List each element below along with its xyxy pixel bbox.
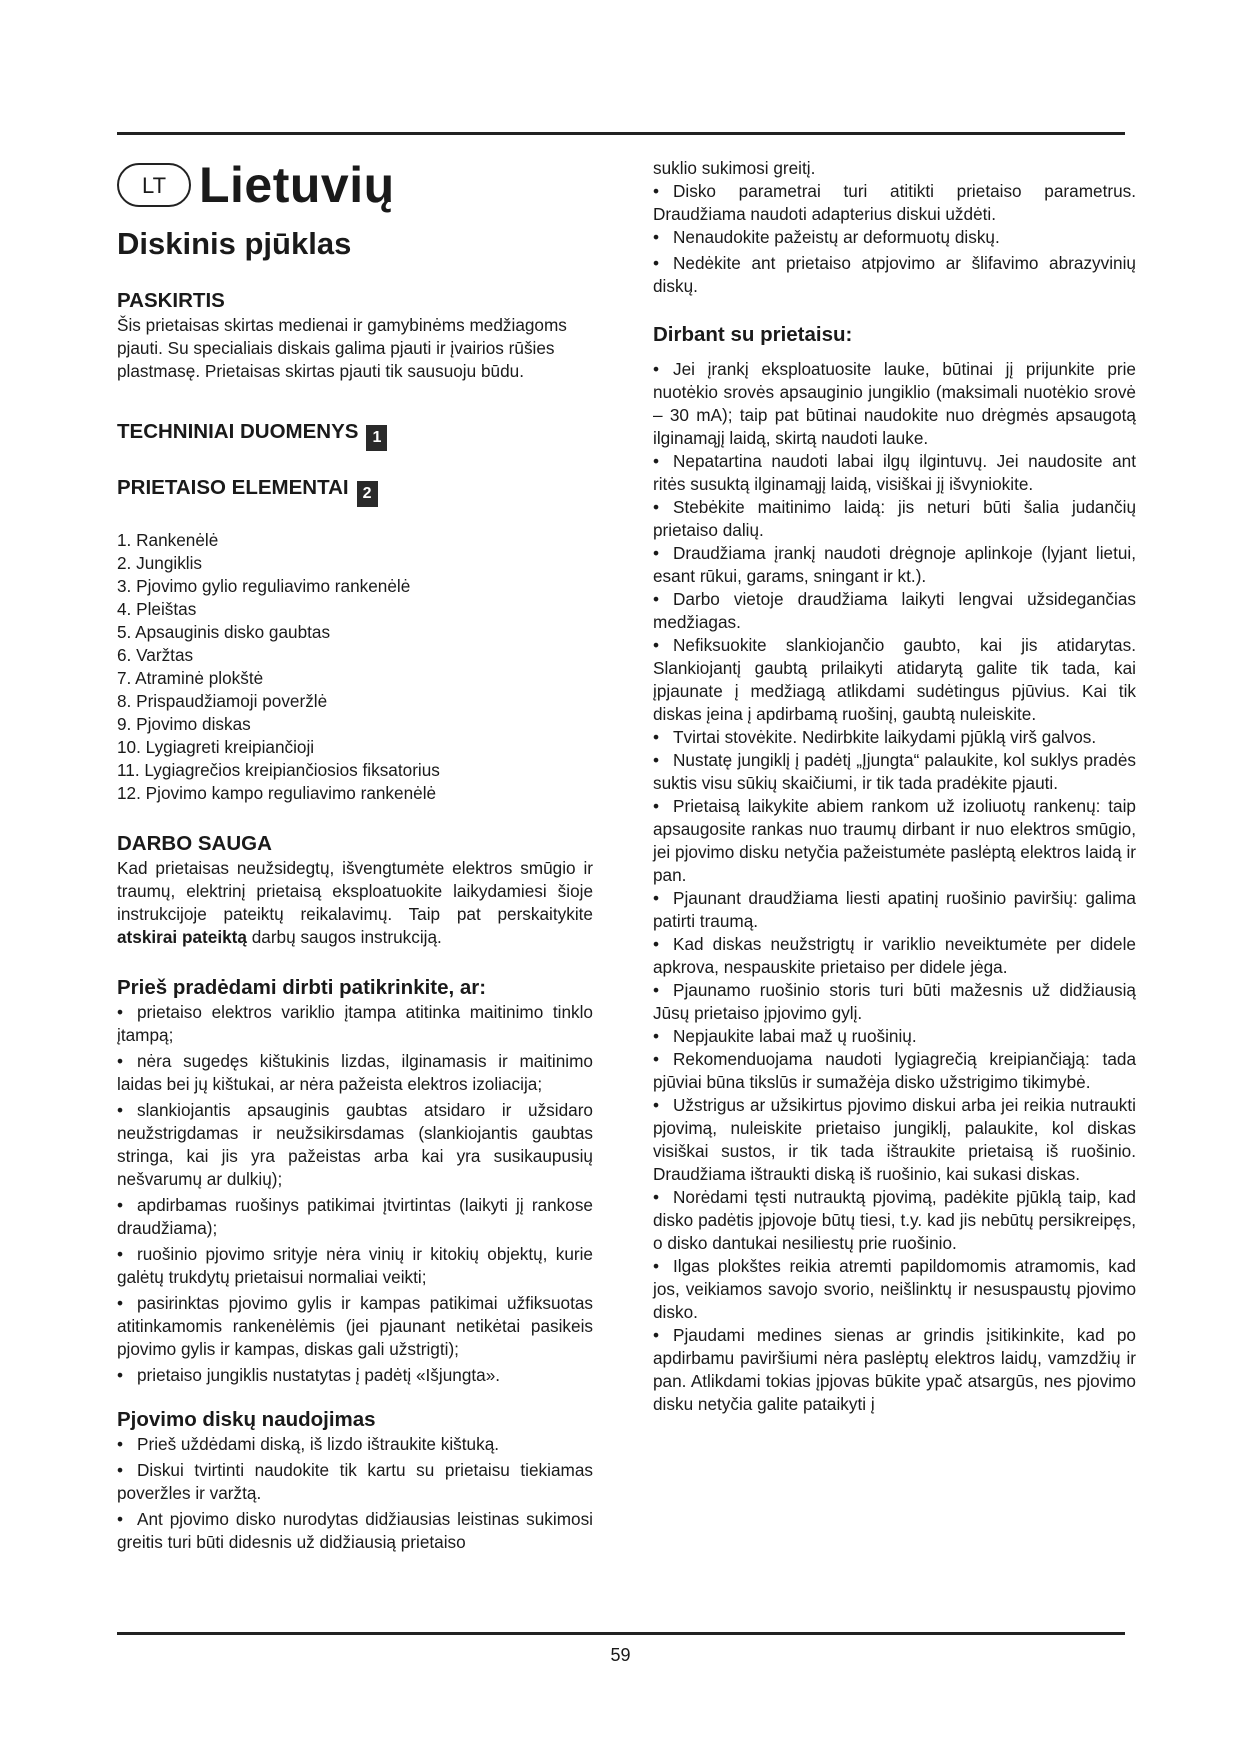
safety-text <box>117 857 593 949</box>
figure-ref-2: 2 <box>357 481 378 507</box>
bullet-item: • Disko parametrai turi atitikti prietaiso parametrus. Draudžiama naudoti adapterius diskui uždėti. <box>653 181 1136 224</box>
bullet-item: • Diskui tvirtinti naudokite tik kartu su prietaisu tiekiamas poveržles ir varžtą. <box>117 1460 593 1503</box>
bullet-text: Ilgas plokštes reikia atremti papildomomis atramomis, kad jos, veikiamos savojo svorio, neišlinktų ir nesuspaustų pjovimo disko. <box>653 1256 1136 1322</box>
bullet-item: • Norėdami tęsti nutrauktą pjovimą, padėkite pjūklą taip, kad disko padėtis įpjovoje būtų tiesi, t.y. kad jis nebūtų persikreipęs, o disko dantukai nesiliestų prie ruošinio. <box>653 1187 1136 1253</box>
bullet-text: Nepjaukite labai maž ų ruošinių. <box>673 1026 917 1046</box>
bullet-text: Nepatartina naudoti labai ilgų ilgintuvų. Jei naudosite ant ritės susuktą ilginamąjį laidą, visiškai jį išvyniokite. <box>653 451 1136 494</box>
bullet-text: Pjaunamo ruošinio storis turi būti mažesnis už didžiausią Jūsų prietaiso įpjovimo gylį. <box>653 980 1136 1023</box>
list-item: 3. Pjovimo gylio reguliavimo rankenėlė <box>117 576 411 596</box>
bullet-item: • Pjaunamo ruošinio storis turi būti mažesnis už didžiausią Jūsų prietaiso įpjovimo gylį. <box>653 980 1136 1023</box>
bullet-item: • prietaiso elektros variklio įtampa atitinka maitinimo tinklo įtampą; <box>117 1002 593 1045</box>
page-number: 59 <box>610 1645 631 1665</box>
bullet-text: apdirbamas ruošinys patikimai įtvirtintas (laikyti jį rankose draudžiama); <box>117 1195 593 1238</box>
bullet-text: Norėdami tęsti nutrauktą pjovimą, padėkite pjūklą taip, kad disko padėtis įpjovoje būtų tiesi, t.y. kad jis nebūtų persikreipęs, o disko dantukai nesiliestų prie ruošinio. <box>653 1187 1136 1253</box>
bullet-item: • Nefiksuokite slankiojančio gaubto, kai jis atidarytas. Slankiojantį gaubtą prilaikyti atidarytą galite tik tada, kai įpjaunate į medžiagą atlikdami sudėtingus pjūvius. Kai tik diskas įeina į apdirbamą ruošinį, gaubtą nuleiskite. <box>653 635 1136 724</box>
bullet-item: • Nepatartina naudoti labai ilgų ilgintuvų. Jei naudosite ant ritės susuktą ilginamąjį laidą, visiškai jį išvyniokite. <box>653 451 1136 494</box>
purpose-heading: PASKIRTIS <box>117 289 225 312</box>
bullet-item: • Rekomenduojama naudoti lygiagrečią kreipiančiąją: tada pjūviai būna tikslūs ir sumažėja disko užstrigimo tikimybė. <box>653 1049 1136 1092</box>
list-item: 5. Apsauginis disko gaubtas <box>117 622 331 642</box>
bullet-text: ruošinio pjovimo srityje nėra vinių ir kitokių objektų, kurie galėtų trukdytų prietaisui normaliai veikti; <box>117 1244 593 1287</box>
continued-text: suklio sukimosi greitį. <box>653 158 816 178</box>
bullet-text: nėra sugedęs kištukinis lizdas, ilginamasis ir maitinimo laidas bei jų kištukai, ar nėra pažeista elektros izoliacija; <box>117 1051 593 1094</box>
bullet-item: • Prieš uždėdami diską, iš lizdo ištraukite kištuką. <box>117 1434 500 1454</box>
bullet-text: Darbo vietoje draudžiama laikyti lengvai užsidegančias medžiagas. <box>653 589 1136 632</box>
discs-heading: Pjovimo diskų naudojimas <box>117 1408 376 1431</box>
elements-list <box>117 529 593 805</box>
language-title: Lietuvių <box>199 156 395 213</box>
bullet-item: • prietaiso jungiklis nustatytas į padėtį «Išjungta». <box>117 1365 501 1385</box>
bullet-text: Pjaunant draudžiama liesti apatinį ruošinio paviršių: galima patirti traumą. <box>653 888 1136 931</box>
elements-heading <box>117 475 593 507</box>
bullet-text: Nenaudokite pažeistų ar deformuotų diskų. <box>673 227 1000 247</box>
bottom-rule <box>117 1632 1125 1635</box>
check-heading: Prieš pradėdami dirbti patikrinkite, ar: <box>117 976 487 999</box>
bullet-item: • apdirbamas ruošinys patikimai įtvirtintas (laikyti jį rankose draudžiama); <box>117 1195 593 1238</box>
bullet-item: • Darbo vietoje draudžiama laikyti lengvai užsidegančias medžiagas. <box>653 589 1136 632</box>
bullet-item: • Pjaunant draudžiama liesti apatinį ruošinio paviršių: galima patirti traumą. <box>653 888 1136 931</box>
bullet-item: • Jei įrankį eksploatuosite lauke, būtinai jį prijunkite prie nuotėkio srovės apsauginio jungiklio (maksimali nuotėkio srovė – 30 mA); taip pat būtinai naudokite nuo drėgmės apsaugotą ilginamąjį laidą, skirtą naudoti lauke. <box>653 359 1136 448</box>
bullet-item: • ruošinio pjovimo srityje nėra vinių ir kitokių objektų, kurie galėtų trukdytų prietaisui normaliai veikti; <box>117 1244 593 1287</box>
bullet-item: • Nustatę jungiklį į padėtį „Įjungta“ palaukite, kol suklys pradės suktis visu sūkių skaičiumi, ir tik tada pradėkite pjauti. <box>653 750 1136 793</box>
bullet-item: • Draudžiama įrankį naudoti drėgnoje aplinkoje (lyjant lietui, esant rūkui, garams, sningant ir kt.). <box>653 543 1136 586</box>
purpose-text: Šis prietaisas skirtas medienai ir gamybinėms medžiagoms pjauti. Su specialiais diskais galima pjauti ir įvairios rūšies plastmasę. Prietaisas skirtas pjauti tik sausuoju būdu. <box>117 315 567 381</box>
safety-heading: DARBO SAUGA <box>117 832 272 855</box>
bullet-item: • slankiojantis apsauginis gaubtas atsidaro ir užsidaro neužstrigdamas ir neužsikirsdamas (slankiojantis gaubtas stringa, kai jis yra pažeistas arba kai yra susikaupusių nešvarumų ar dulkių); <box>117 1100 593 1189</box>
list-item: 12. Pjovimo kampo reguliavimo rankenėlė <box>117 783 437 803</box>
bullet-text: Rekomenduojama naudoti lygiagrečią kreipiančiąją: tada pjūviai būna tikslūs ir sumažėja disko užstrigimo tikimybė. <box>653 1049 1136 1092</box>
bullet-item: • Tvirtai stovėkite. Nedirbkite laikydami pjūklą virš galvos. <box>653 727 1097 747</box>
bullet-text: Ant pjovimo disko nurodytas didžiausias leistinas sukimosi greitis turi būti didesnis už didžiausią prietaiso <box>117 1509 593 1552</box>
work-heading: Dirbant su prietaisu: <box>653 323 853 346</box>
left-column <box>117 150 593 1554</box>
figure-ref-1: 1 <box>366 425 387 451</box>
bullet-text: Pjaudami medines sienas ar grindis įsitikinkite, kad po apdirbamu paviršiumi nėra paslėptų elektros laidų, vamzdžių ir pan. Atlikdami tokias įpjovas būkite ypač atsargūs, nes pjovimo disku netyčia galite pataikyti į <box>653 1325 1136 1414</box>
right-column <box>653 157 1136 1416</box>
bullet-text: Stebėkite maitinimo laidą: jis neturi būti šalia judančių prietaiso dalių. <box>653 497 1136 540</box>
bullet-item: • Stebėkite maitinimo laidą: jis neturi būti šalia judančių prietaiso dalių. <box>653 497 1136 540</box>
bullet-text: Jei įrankį eksploatuosite lauke, būtinai jį prijunkite prie nuotėkio srovės apsauginio jungiklio (maksimali nuotėkio srovė – 30 mA); taip pat būtinai naudokite nuo drėgmės apsaugotą ilginamąjį laidą, skirtą naudoti lauke. <box>653 359 1136 448</box>
list-item: 8. Prispaudžiamoji poveržlė <box>117 691 328 711</box>
bullet-item: • Nedėkite ant prietaiso atpjovimo ar šlifavimo abrazyvinių diskų. <box>653 253 1136 296</box>
bullet-item: • Pjaudami medines sienas ar grindis įsitikinkite, kad po apdirbamu paviršiumi nėra paslėptų elektros laidų, vamzdžių ir pan. Atlikdami tokias įpjovas būkite ypač atsargūs, nes pjovimo disku netyčia galite pataikyti į <box>653 1325 1136 1414</box>
bullet-item: • Ilgas plokštes reikia atremti papildomomis atramomis, kad jos, veikiamos savojo svorio, neišlinktų ir nesuspaustų pjovimo disko. <box>653 1256 1136 1322</box>
bullet-text: pasirinktas pjovimo gylis ir kampas patikimai užfiksuotas atitinkamomis rankenėlėmis (jei pjaunant netikėtai pasikeis pjovimo gylis ir kampas, diskas gali užstrigti); <box>117 1293 593 1359</box>
language-code-badge: LT <box>117 163 191 207</box>
bullet-item: • Užstrigus ar užsikirtus pjovimo diskui arba jei reikia nutraukti pjovimą, nuleiskite prietaiso jungiklį, palaukite, kol diskas visiškai sustos, ir tik tada ištraukite prietaisą iš ruošinio. Draudžiama ištraukti diską iš ruošinio, kai sukasi diskas. <box>653 1095 1136 1184</box>
safety-text-bold: atskirai pateiktą <box>117 927 247 947</box>
list-item: 9. Pjovimo diskas <box>117 714 251 734</box>
list-item: 11. Lygiagrečios kreipiančiosios fiksatorius <box>117 760 440 780</box>
list-item: 2. Jungiklis <box>117 553 203 573</box>
bullet-item: • Prietaisą laikykite abiem rankom už izoliuotų rankenų: taip apsaugosite rankas nuo traumų dirbant ir nuo elektros smūgio, jei pjovimo disku netyčia pažeistumėte paslėptą elektros laidą ir pan. <box>653 796 1136 885</box>
safety-text-start: Kad prietaisas neužsidegtų, išvengtumėte elektros smūgio ir traumų, elektrinį prietaisą eksploatuokite laikydamiesi šioje instrukcijoje pateiktų reikalavimų. Taip pat perskaitykite <box>117 858 593 924</box>
bullet-text: Kad diskas neužstrigtų ir variklio neveiktumėte per didele apkrova, nespauskite prietaiso per didele jėga. <box>653 934 1136 977</box>
bullet-text: Disko parametrai turi atitikti prietaiso parametrus. Draudžiama naudoti adapterius diskui uždėti. <box>653 181 1136 224</box>
tech-data-heading-text: TECHNINIAI DUOMENYS <box>117 420 359 443</box>
bullet-item: • Kad diskas neužstrigtų ir variklio neveiktumėte per didele apkrova, nespauskite prietaiso per didele jėga. <box>653 934 1136 977</box>
language-header <box>117 150 593 220</box>
bullet-text: slankiojantis apsauginis gaubtas atsidaro ir užsidaro neužstrigdamas ir neužsikirsdamas (slankiojantis gaubtas stringa, kai jis yra pažeistas arba kai yra susikaupusių nešvarumų ar dulkių); <box>117 1100 593 1189</box>
bullet-item: • Nepjaukite labai maž ų ruošinių. <box>653 1026 917 1046</box>
bullet-text: Draudžiama įrankį naudoti drėgnoje aplinkoje (lyjant lietui, esant rūkui, garams, sningant ir kt.). <box>653 543 1136 586</box>
bullet-text: Diskui tvirtinti naudokite tik kartu su prietaisu tiekiamas poveržles ir varžtą. <box>117 1460 593 1503</box>
bullet-text: Prietaisą laikykite abiem rankom už izoliuotų rankenų: taip apsaugosite rankas nuo traumų dirbant ir nuo elektros smūgio, jei pjovimo disku netyčia pažeistumėte paslėptą elektros laidą ir pan. <box>653 796 1136 885</box>
top-rule <box>117 132 1125 135</box>
list-item: 1. Rankenėlė <box>117 530 219 550</box>
bullet-text: Nedėkite ant prietaiso atpjovimo ar šlifavimo abrazyvinių diskų. <box>653 253 1136 296</box>
bullet-text: Nustatę jungiklį į padėtį „Įjungta“ palaukite, kol suklys pradės suktis visu sūkių skaičiumi, ir tik tada pradėkite pjauti. <box>653 750 1136 793</box>
elements-heading-text: PRIETAISO ELEMENTAI <box>117 476 349 499</box>
tech-data-heading <box>117 419 593 451</box>
document-title: Diskinis pjūklas <box>117 226 352 261</box>
bullet-text: prietaiso elektros variklio įtampa atitinka maitinimo tinklo įtampą; <box>117 1002 593 1045</box>
list-item: 6. Varžtas <box>117 645 194 665</box>
bullet-item: • pasirinktas pjovimo gylis ir kampas patikimai užfiksuotas atitinkamomis rankenėlėmis (jei pjaunant netikėtai pasikeis pjovimo gylis ir kampas, diskas gali užstrigti); <box>117 1293 593 1359</box>
safety-text-end: darbų saugos instrukciją. <box>246 927 442 947</box>
bullet-item: • Nenaudokite pažeistų ar deformuotų diskų. <box>653 227 1000 247</box>
bullet-text: Prieš uždėdami diską, iš lizdo ištraukite kištuką. <box>137 1434 500 1454</box>
list-item: 4. Pleištas <box>117 599 197 619</box>
bullet-text: Tvirtai stovėkite. Nedirbkite laikydami pjūklą virš galvos. <box>673 727 1097 747</box>
bullet-item: • Ant pjovimo disko nurodytas didžiausias leistinas sukimosi greitis turi būti didesnis už didžiausią prietaiso <box>117 1509 593 1552</box>
bullet-item: • nėra sugedęs kištukinis lizdas, ilginamasis ir maitinimo laidas bei jų kištukai, ar nėra pažeista elektros izoliacija; <box>117 1051 593 1094</box>
bullet-text: Nefiksuokite slankiojančio gaubto, kai jis atidarytas. Slankiojantį gaubtą prilaikyti atidarytą galite tik tada, kai įpjaunate į medžiagą atlikdami sudėtingus pjūvius. Kai tik diskas įeina į apdirbamą ruošinį, gaubtą nuleiskite. <box>653 635 1136 724</box>
list-item: 7. Atraminė plokštė <box>117 668 264 688</box>
list-item: 10. Lygiagreti kreipiančioji <box>117 737 315 757</box>
bullet-text: prietaiso jungiklis nustatytas į padėtį «Išjungta». <box>137 1365 501 1385</box>
bullet-text: Užstrigus ar užsikirtus pjovimo diskui arba jei reikia nutraukti pjovimą, nuleiskite prietaiso jungiklį, palaukite, kol diskas visiškai sustos, ir tik tada ištraukite prietaisą iš ruošinio. Draudžiama ištraukti diską iš ruošinio, kai sukasi diskas. <box>653 1095 1136 1184</box>
